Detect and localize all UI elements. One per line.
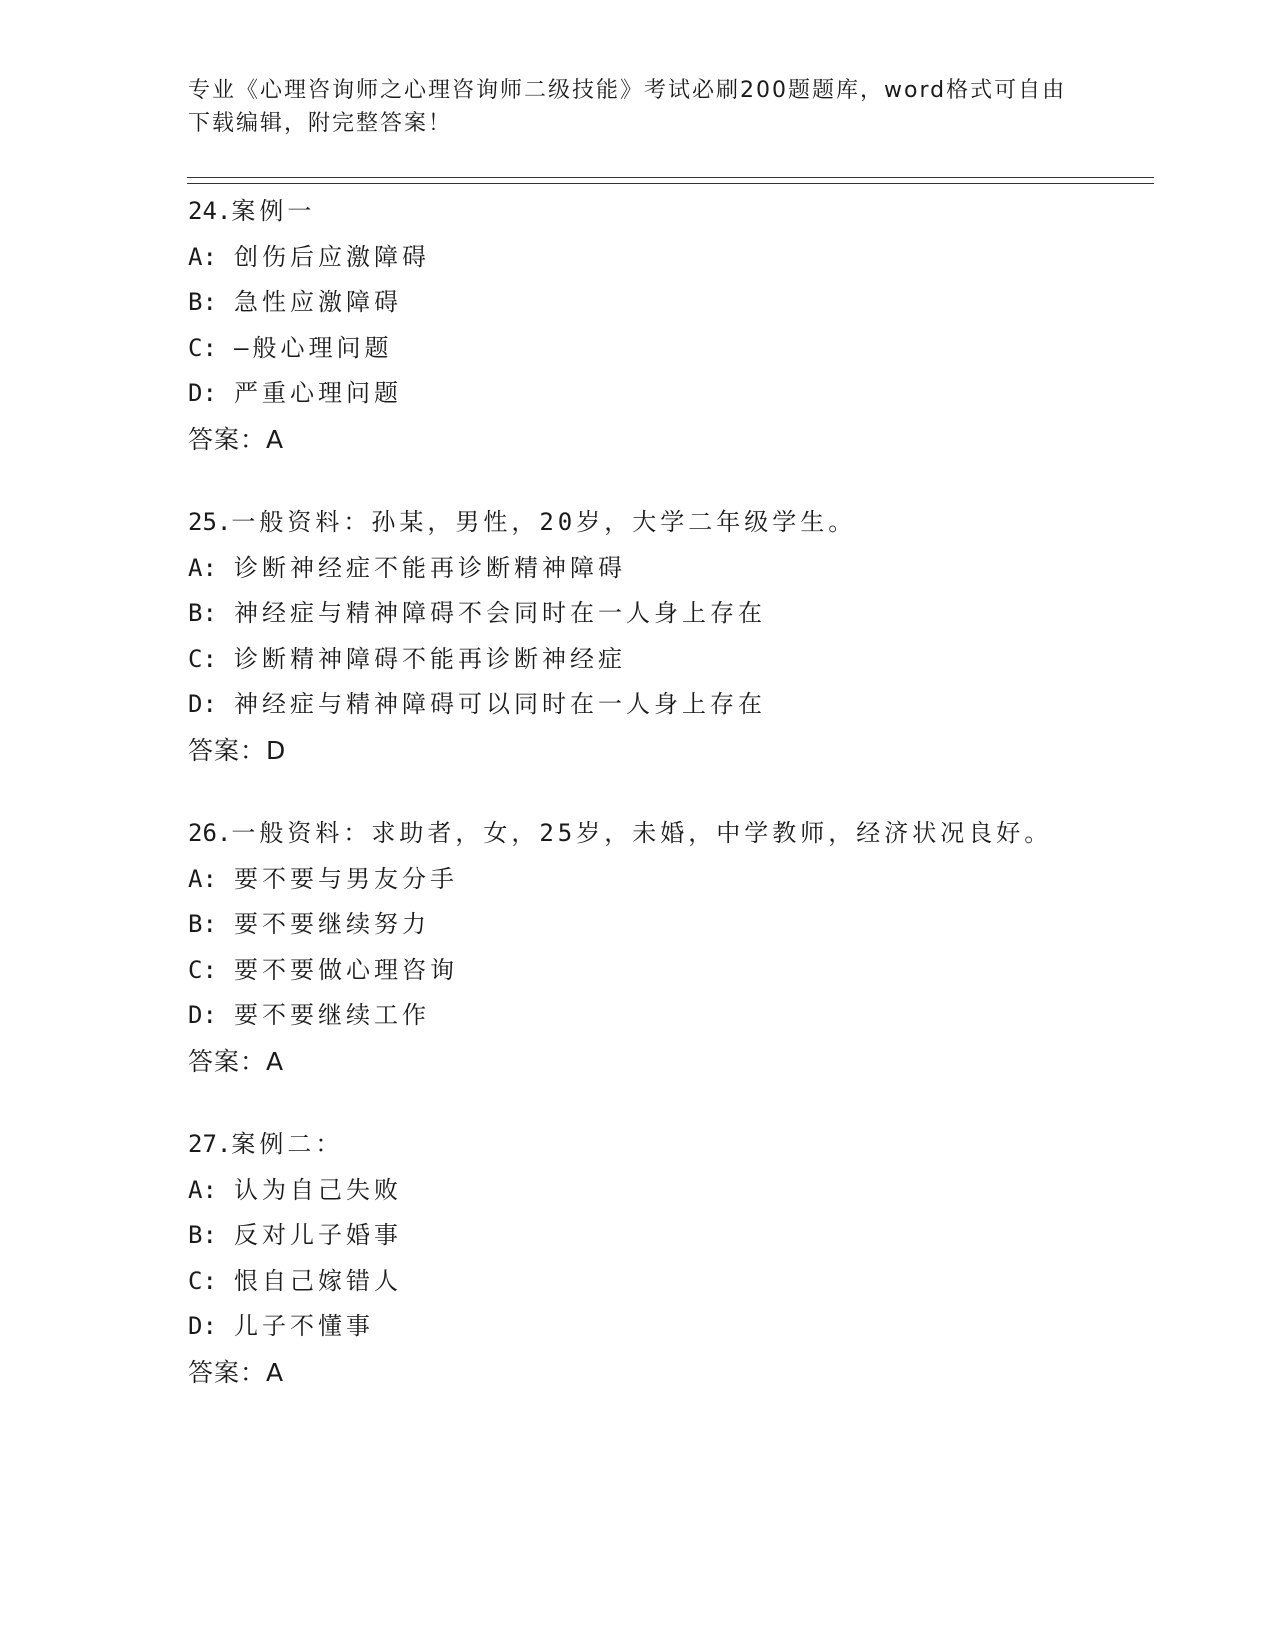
option-key: B: bbox=[188, 599, 217, 627]
option-key: C: bbox=[188, 1266, 217, 1295]
option-key: C: bbox=[188, 333, 217, 362]
option-text: 要不要做心理咨询 bbox=[234, 955, 458, 984]
option-a bbox=[188, 546, 1148, 592]
option-key: A: bbox=[188, 242, 217, 271]
answer-line bbox=[188, 1350, 1148, 1396]
question-stem bbox=[188, 1122, 1148, 1168]
option-key: B: bbox=[188, 910, 217, 938]
header-rule-bottom bbox=[187, 183, 1154, 184]
option-text: 认为自己失败 bbox=[234, 1175, 402, 1204]
question-stem-text: 一般资料：求助者，女，25岁，未婚，中学教师，经济状况良好。 bbox=[231, 819, 1053, 847]
question-number: 25. bbox=[188, 508, 232, 536]
option-text: 创伤后应激障碍 bbox=[234, 242, 430, 271]
header-rule-top bbox=[187, 177, 1154, 178]
option-b bbox=[188, 591, 1148, 637]
option-d bbox=[188, 371, 1148, 417]
option-c bbox=[188, 326, 1148, 372]
option-text: 诊断精神障碍不能再诊断神经症 bbox=[234, 644, 626, 673]
question-number: 26. bbox=[188, 819, 232, 847]
answer-value: A bbox=[266, 1046, 285, 1076]
option-d bbox=[188, 1304, 1148, 1350]
option-key: A: bbox=[188, 1175, 217, 1204]
option-text: 要不要继续工作 bbox=[234, 1001, 430, 1029]
option-text: 恨自己嫁错人 bbox=[234, 1266, 402, 1295]
option-a bbox=[188, 235, 1148, 281]
answer-line bbox=[188, 728, 1148, 774]
question-number: 24. bbox=[188, 197, 232, 225]
option-text: 儿子不懂事 bbox=[234, 1312, 374, 1340]
option-key: C: bbox=[188, 955, 217, 984]
answer-label: 答案： bbox=[188, 424, 267, 454]
answer-value: D bbox=[266, 735, 287, 765]
option-key: D: bbox=[188, 1001, 217, 1029]
option-key: B: bbox=[188, 288, 217, 316]
question-list bbox=[188, 189, 1148, 1433]
answer-label: 答案： bbox=[188, 735, 267, 765]
option-text: 要不要继续努力 bbox=[234, 910, 430, 938]
option-key: A: bbox=[188, 864, 217, 893]
question-25 bbox=[188, 500, 1148, 773]
option-key: B: bbox=[188, 1221, 217, 1249]
option-d bbox=[188, 682, 1148, 728]
option-text: 神经症与精神障碍可以同时在一人身上存在 bbox=[234, 690, 766, 718]
option-c bbox=[188, 1259, 1148, 1305]
option-text: 诊断神经症不能再诊断精神障碍 bbox=[234, 553, 626, 582]
option-c bbox=[188, 948, 1148, 994]
option-text: —般心理问题 bbox=[234, 333, 393, 362]
option-key: C: bbox=[188, 644, 217, 673]
option-text: 严重心理问题 bbox=[234, 379, 402, 407]
answer-value: A bbox=[266, 424, 285, 454]
option-a bbox=[188, 1168, 1148, 1214]
question-24 bbox=[188, 189, 1148, 462]
answer-line bbox=[188, 1039, 1148, 1085]
option-text: 急性应激障碍 bbox=[234, 288, 402, 316]
option-b bbox=[188, 1213, 1148, 1259]
option-text: 神经症与精神障碍不会同时在一人身上存在 bbox=[234, 599, 766, 627]
question-stem-text: 案例二： bbox=[231, 1130, 344, 1158]
answer-label: 答案： bbox=[188, 1357, 267, 1387]
question-stem bbox=[188, 811, 1148, 857]
option-key: D: bbox=[188, 379, 217, 407]
question-27 bbox=[188, 1122, 1148, 1395]
option-text: 要不要与男友分手 bbox=[234, 864, 458, 893]
option-b bbox=[188, 280, 1148, 326]
option-key: D: bbox=[188, 1312, 217, 1340]
question-stem-text: 一般资料：孙某，男性，20岁，大学二年级学生。 bbox=[231, 508, 857, 536]
option-a bbox=[188, 857, 1148, 903]
question-stem-text: 案例一 bbox=[231, 197, 316, 225]
option-key: A: bbox=[188, 553, 217, 582]
answer-value: A bbox=[266, 1357, 285, 1387]
option-c bbox=[188, 637, 1148, 683]
answer-label: 答案： bbox=[188, 1046, 267, 1076]
question-stem bbox=[188, 189, 1148, 235]
option-b bbox=[188, 902, 1148, 948]
question-26 bbox=[188, 811, 1148, 1084]
option-key: D: bbox=[188, 690, 217, 718]
question-stem bbox=[188, 500, 1148, 546]
option-d bbox=[188, 993, 1148, 1039]
question-number: 27. bbox=[188, 1130, 232, 1158]
answer-line bbox=[188, 417, 1148, 463]
option-text: 反对儿子婚事 bbox=[234, 1221, 402, 1249]
document-header: 专业《心理咨询师之心理咨询师二级技能》考试必刷200题题库，word格式可自由下载编辑，附完整答案！ bbox=[188, 78, 1067, 136]
